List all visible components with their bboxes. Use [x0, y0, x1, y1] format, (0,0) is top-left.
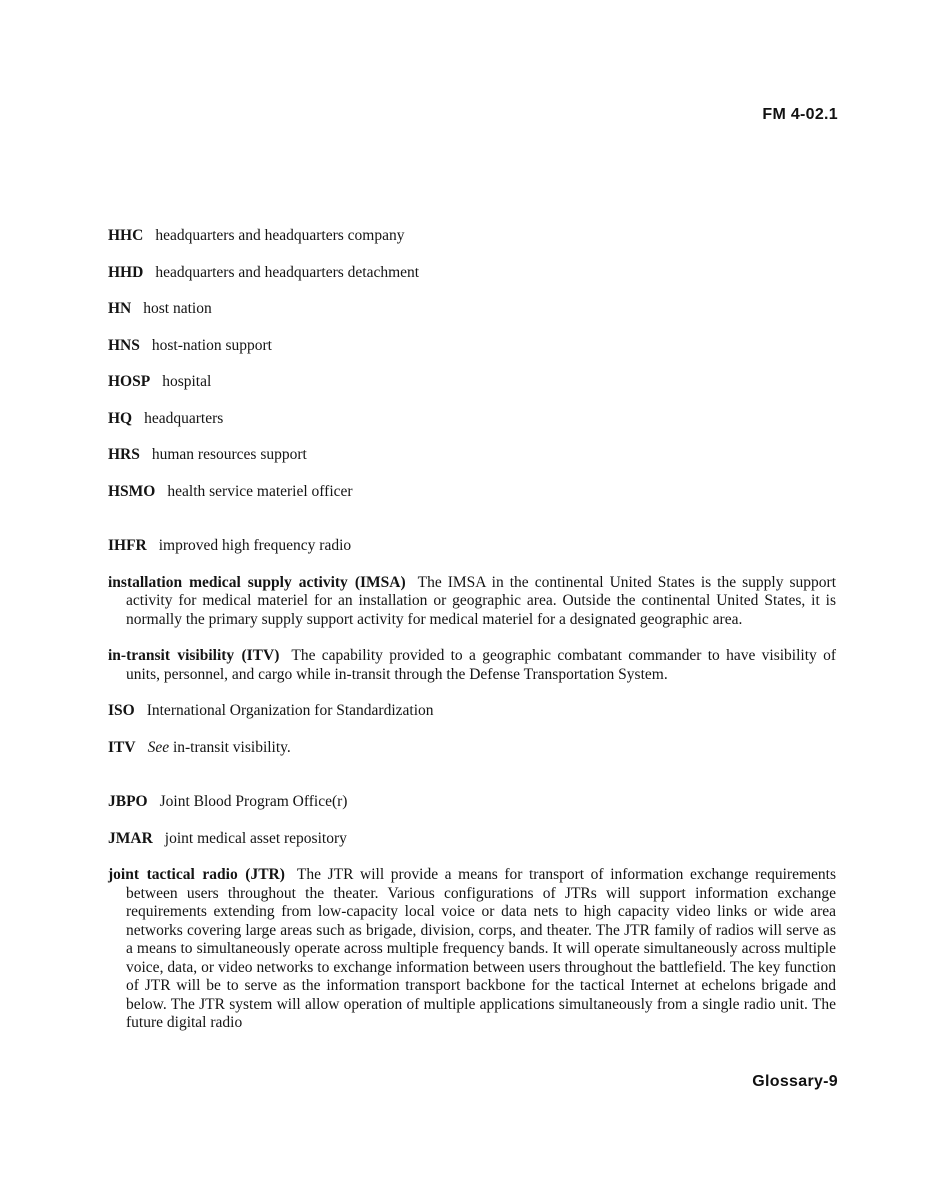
entry-definition: The JTR will provide a means for transport of information exchange requirements between users throughout the theater. Various configurations of JTRs will support information exchange requirements extending from low-capacity local voice or data nets to high capacity video links or wide area networks covering large areas such as brigade, division, corps, and theater. The JTR family of radios will serve as a means to simultaneously operate across multiple frequency bands. It will operate simultaneously across multiple voice, data, or video networks to exchange information between users throughout the battlefield. The key function of JTR will be to serve as the information transport backbone for the tactical Internet at echelons brigade and below. The JTR system will allow operation of multiple applications simultaneously from a single radio unit. The future digital radio: [126, 866, 836, 1031]
entry-term: JBPO: [108, 793, 148, 810]
page-footer: [752, 1073, 838, 1091]
document-number: FM 4-02.1: [762, 106, 838, 123]
entry-definition: in-transit visibility.: [172, 738, 291, 756]
glossary-entry: [108, 446, 836, 465]
entry-definition: Joint Blood Program Office(r): [159, 793, 348, 810]
entry-term: joint tactical radio (JTR): [108, 866, 285, 883]
glossary-list: [108, 227, 836, 1051]
glossary-entry: [108, 337, 836, 356]
glossary-entry: [108, 537, 836, 556]
entry-term: installation medical supply activity (IMSA): [108, 573, 406, 591]
glossary-entry: [108, 830, 836, 849]
entry-definition: host-nation support: [151, 336, 272, 354]
entry-definition: human resources support: [151, 446, 307, 463]
glossary-entry: [108, 373, 836, 392]
glossary-entry: [108, 793, 836, 812]
entry-definition: hospital: [162, 373, 212, 390]
entry-see-reference: See: [147, 738, 173, 756]
glossary-entry: [108, 227, 836, 246]
entry-term: HRS: [108, 446, 140, 463]
entry-term: ITV: [108, 738, 136, 756]
entry-definition: headquarters: [144, 409, 224, 427]
entry-definition: improved high frequency radio: [158, 537, 352, 554]
entry-term: HQ: [108, 409, 133, 427]
entry-term: HHD: [108, 263, 144, 281]
entry-term: in-transit visibility (ITV): [108, 647, 280, 664]
entry-definition: headquarters and headquarters company: [155, 227, 405, 244]
glossary-entry: [108, 702, 836, 721]
entry-term: HOSP: [108, 373, 151, 390]
entry-definition: International Organization for Standardization: [146, 702, 434, 719]
entry-definition: host nation: [143, 300, 212, 317]
entry-term: HSMO: [108, 482, 156, 500]
entry-term: HHC: [108, 227, 144, 244]
glossary-entry: [108, 647, 836, 684]
entry-term: HNS: [108, 336, 140, 354]
entry-definition: The IMSA in the continental United States is the supply support activity for medical materiel for an installation or geographic area. Outside the continental United States, it is normally the primary supply support activity for medical materiel for a designated geographic area.: [126, 573, 836, 628]
glossary-entry: [108, 574, 836, 630]
entry-definition: health service materiel officer: [167, 482, 353, 500]
glossary-entry: [108, 264, 836, 283]
glossary-entry: [108, 483, 836, 502]
glossary-entry: [108, 866, 836, 1033]
page-header: [762, 106, 838, 124]
entry-definition: headquarters and headquarters detachment: [155, 263, 420, 281]
entry-term: HN: [108, 300, 132, 317]
entry-term: IHFR: [108, 537, 147, 554]
entry-definition: The capability provided to a geographic combatant commander to have visibility of units, personnel, and cargo while in-transit through the Defense Transportation System.: [126, 647, 837, 683]
glossary-entry: [108, 739, 836, 758]
entry-term: JMAR: [108, 829, 153, 847]
glossary-entry: [108, 410, 836, 429]
page-number: Glossary-9: [752, 1073, 838, 1090]
entry-definition: joint medical asset repository: [164, 829, 347, 847]
glossary-entry: [108, 300, 836, 319]
entry-term: ISO: [108, 702, 135, 719]
